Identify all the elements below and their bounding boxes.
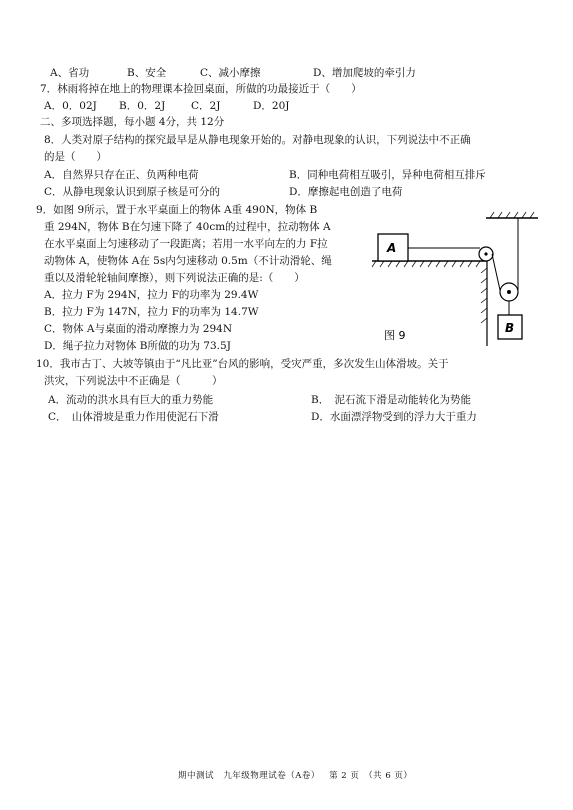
q10-stem-line2: 洪灾，下列说法中不正确是（ ） (44, 375, 223, 387)
block-b-label: B (505, 321, 515, 335)
q7-stem: 7．林雨将掉在地上的物理课本捡回桌面，所做的功最接近于（ ） (40, 83, 362, 95)
footer-subject: 九年级物理试卷（A卷） (223, 771, 320, 781)
figure-9-diagram (368, 206, 548, 354)
q8-stem-line1: 8．人类对原子结构的探究最早是从静电现象开始的。对静电现象的认识，下列说法中不正确 (44, 134, 471, 146)
q6-option-b: B、安全 (127, 67, 167, 79)
footer-exam: 期中测试 (178, 771, 215, 781)
q8-option-b: B．同种电荷相互吸引，异种电荷相互排斥 (289, 169, 486, 181)
q10-option-b: B． 泥石流下滑是动能转化为势能 (311, 394, 471, 406)
footer-page-number: 第 2 页 （共 6 页） (329, 771, 413, 781)
q9-stem-line5: 重以及滑轮轮轴间摩擦），则下列说法正确的是:（ ） (44, 272, 305, 284)
q9-option-a: A．拉力 F为 294N，拉力 F的功率为 29.4W (44, 289, 259, 301)
q10-stem-line1: 10．我市古丁、大坡等镇由于“凡比亚”台风的影响，受灾严重，多次发生山体滑坡。关于 (36, 358, 449, 370)
table-hatching (372, 261, 480, 267)
rope-down (492, 254, 500, 290)
q7-option-c: C．2J (191, 100, 221, 112)
q7-option-a: A．0．02J (44, 100, 97, 112)
q9-option-d: D．绳子拉力对物体 B所做的功为 73.5J (44, 340, 231, 352)
q7-option-b: B．0．2J (119, 100, 166, 112)
q6-option-c: C、减小摩擦 (200, 67, 261, 79)
q9-stem-line3: 在水平桌面上匀速移动了一段距离；若用一水平向左的力 F拉 (44, 238, 328, 250)
page-footer (178, 770, 418, 782)
q8-stem-line2: 的是（ ） (44, 151, 107, 163)
q7-option-d: D．20J (253, 100, 290, 112)
q6-option-d: D、增加爬坡的牵引力 (313, 67, 416, 79)
q9-stem-line2: 重 294N，物体 B在匀速下降了 40cm的过程中，拉动物体 A (44, 221, 331, 233)
q6-option-a: A、省功 (50, 67, 90, 79)
q10-option-a: A．流动的洪水具有巨大的重力势能 (48, 394, 214, 406)
figure-caption: 图 9 (384, 329, 406, 342)
q9-option-b: B．拉力 F为 147N，拉力 F的功率为 14.7W (44, 306, 259, 318)
section-heading: 二、多项选择题，每小题 4分，共 12分 (40, 116, 225, 128)
q9-option-c: C．物体 A与桌面的滑动摩擦力为 294N (44, 323, 233, 335)
q10-option-c: C． 山体滑坡是重力作用使泥石下滑 (48, 411, 219, 423)
block-a-label: A (387, 241, 397, 255)
q8-option-d: D．摩擦起电创造了电荷 (289, 186, 403, 198)
q10-option-d: D．水面漂浮物受到的浮力大于重力 (311, 411, 477, 423)
q9-stem-line4: 动物体 A，使物体 A在 5s内匀速移动 0.5m（不计动滑轮、绳 (44, 255, 332, 267)
q8-option-a: A．自然界只存在正、负两种电荷 (44, 169, 199, 181)
q8-option-c: C．从静电现象认识到原子核是可分的 (44, 186, 221, 198)
q9-stem-line1: 9．如图 9所示，置于水平桌面上的物体 A重 490N，物体 B (36, 204, 318, 216)
